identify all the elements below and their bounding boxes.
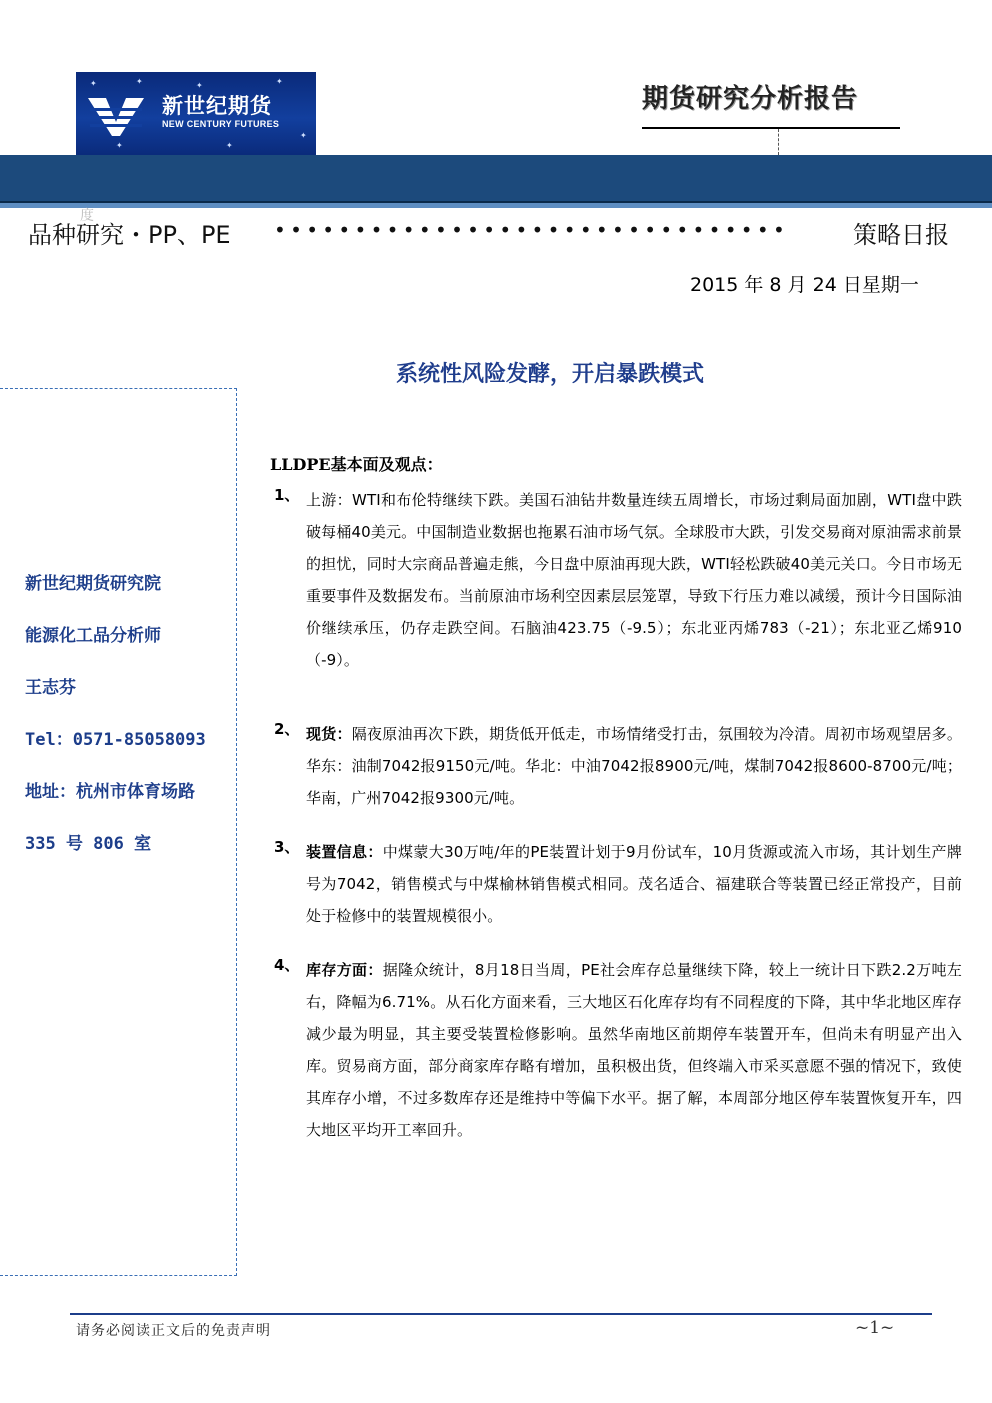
item-text: 中煤蒙大30万吨/年的PE装置计划于9月份试车，10月货源或流入市场，其计划生产牌号为7042，销售模式与中煤榆林销售模式相同。茂名适合、福建联合等装置已经正常投产，目前处于检修中的装置规模很小。	[306, 843, 962, 925]
sidebar-role: 能源化工品分析师	[25, 626, 161, 646]
report-type: 策略日报	[853, 221, 949, 249]
item-body	[306, 484, 962, 676]
item-label: 库存方面：	[306, 961, 383, 979]
dot-leader: ••••••••••••••••••••••••••••••••	[274, 218, 790, 242]
page-number: ~1~	[855, 1318, 895, 1338]
company-logo: ✦ ✦ ✦ ✦ ✦ ✦ ✦ 新世纪期货 NEW CENTURY FUTURES	[76, 72, 316, 156]
headline: 系统性风险发酵，开启暴跌模式	[396, 362, 705, 387]
sidebar-address-2: 335 号 806 室	[25, 834, 152, 854]
disclaimer-note: 请务必阅读正文后的免责声明	[76, 1323, 271, 1339]
item-label: 装置信息：	[306, 843, 383, 861]
analyst-sidebar	[0, 388, 237, 1276]
section-heading: LLDPE基本面及观点：	[270, 455, 443, 474]
item-text: 据隆众统计，8月18日当周，PE社会库存总量继续下降，较上一统计日下跌2.2万吨左右，降幅为6.71%。从石化方面来看，三大地区石化库存均有不同程度的下降，其中华北地区库存减少最为明显，其主要受装置检修影响。虽然华南地区前期停车装置开车，但尚未有明显产出入库。贸易商方面，部分商家库存略有增加，虽积极出货，但终端入市采买意愿不强的情况下，致使其库存小增，不过多数库存还是维持中等偏下水平。据了解，本周部分地区停车装置恢复开车，四大地区平均开工率回升。	[306, 961, 962, 1139]
footer-rule	[70, 1313, 932, 1315]
category-label: 品种研究・PP、PE	[28, 221, 231, 249]
ghost-character: 度	[80, 208, 94, 224]
item-body	[306, 836, 962, 932]
sidebar-tel: Tel：0571-85058093	[25, 730, 206, 750]
list-item	[270, 954, 962, 1146]
sidebar-name: 王志芬	[25, 678, 76, 698]
list-item	[270, 484, 962, 676]
item-number: 3、	[274, 838, 300, 856]
item-number: 1、	[274, 486, 300, 504]
item-body	[306, 718, 962, 814]
item-label: 现货：	[306, 725, 352, 743]
header-band-accent	[0, 203, 992, 208]
item-body	[306, 954, 962, 1146]
sidebar-address-1: 地址：杭州市体育场路	[25, 782, 195, 802]
list-item	[270, 836, 962, 932]
list-item	[270, 718, 962, 814]
report-series-title: 期货研究分析报告	[642, 84, 859, 114]
title-tick-divider	[778, 129, 780, 155]
item-text: 隔夜原油再次下跌，期货低开低走，市场情绪受打击，氛围较为冷清。周初市场观望居多。华东：油制7042报9150元/吨。华北：中油7042报8900元/吨，煤制7042报8600-8700元/吨；华南，广州7042报9300元/吨。	[306, 725, 962, 807]
logo-mark-icon	[86, 92, 146, 138]
logo-name-cn: 新世纪期货	[162, 94, 272, 118]
logo-name-en: NEW CENTURY FUTURES	[162, 119, 280, 129]
title-underline	[642, 127, 900, 129]
item-number: 2、	[274, 720, 300, 738]
sidebar-institute: 新世纪期货研究院	[25, 574, 161, 594]
item-number: 4、	[274, 956, 300, 974]
report-date: 2015 年 8 月 24 日星期一	[690, 274, 919, 296]
header-band	[0, 155, 992, 201]
item-text: 上游：WTI和布伦特继续下跌。美国石油钻井数量连续五周增长，市场过剩局面加剧，WTI盘中跌破每桶40美元。中国制造业数据也拖累石油市场气氛。全球股市大跌，引发交易商对原油需求前景的担忧，同时大宗商品普遍走熊，今日盘中原油再现大跌，WTI轻松跌破40美元关口。今日市场无重要事件及数据发布。当前原油市场利空因素层层笼罩，导致下行压力难以减缓，预计今日国际油价继续承压，仍存走跌空间。石脑油423.75（-9.5）；东北亚丙烯783（-21）；东北亚乙烯910（-9）。	[306, 491, 962, 669]
